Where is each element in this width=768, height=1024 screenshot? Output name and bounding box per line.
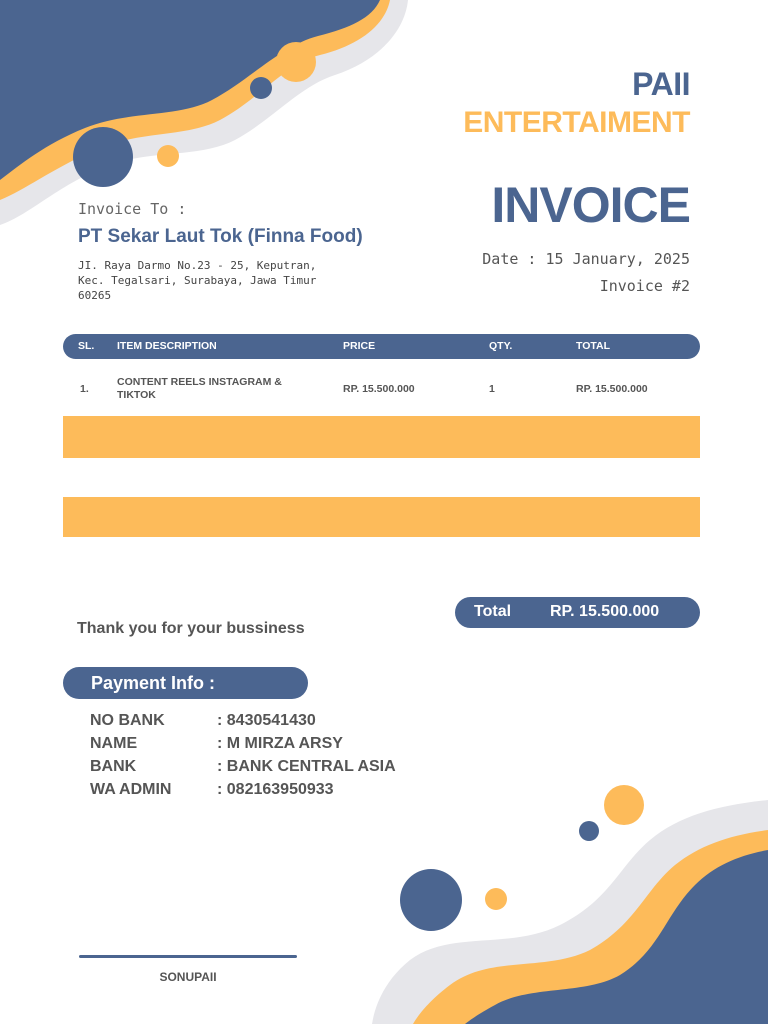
- table-row: [63, 370, 700, 410]
- payment-key: NO BANK: [90, 712, 165, 729]
- bottom-right-circle-large: [400, 869, 462, 931]
- cell-sl: 1.: [80, 383, 89, 395]
- payment-info-header: [63, 667, 308, 699]
- brand-subtitle: ENTERTAIMENT: [463, 106, 690, 139]
- payment-row: [90, 758, 396, 776]
- client-name: PT Sekar Laut Tok (Finna Food): [78, 226, 363, 247]
- cell-qty: 1: [489, 383, 495, 395]
- top-left-circle-orange: [276, 42, 316, 82]
- cell-price: RP. 15.500.000: [343, 383, 415, 395]
- table-row-empty: [63, 416, 700, 458]
- client-address-line: JI. Raya Darmo No.23 - 25, Keputran,: [78, 259, 317, 272]
- table-row-empty: [63, 497, 700, 537]
- bottom-right-circle-small-navy: [579, 821, 599, 841]
- total-label: Total: [474, 603, 512, 620]
- table-header: [63, 334, 700, 359]
- cell-total: RP. 15.500.000: [576, 383, 648, 395]
- cell-description-line: CONTENT REELS INSTAGRAM &: [117, 376, 282, 388]
- top-left-circle-small-navy: [250, 77, 272, 99]
- payment-row: [90, 781, 334, 799]
- column-header-price: PRICE: [343, 340, 376, 352]
- payment-value: : 082163950933: [217, 781, 334, 798]
- invoice-date: Date : 15 January, 2025: [482, 250, 690, 268]
- payment-value: : 8430541430: [217, 712, 316, 729]
- column-header-description: ITEM DESCRIPTION: [117, 340, 217, 352]
- signer-name: SONUPAII: [159, 970, 217, 984]
- column-header-qty: QTY.: [489, 340, 513, 352]
- payment-row: [90, 735, 343, 753]
- cell-description-line: TIKTOK: [117, 389, 156, 401]
- brand-name: PAII: [632, 66, 690, 102]
- bottom-right-circle-small-orange: [485, 888, 507, 910]
- payment-value: : M MIRZA ARSY: [217, 735, 343, 752]
- bottom-right-circle-orange: [604, 785, 644, 825]
- client-address: [78, 258, 378, 303]
- total-value: RP. 15.500.000: [550, 603, 660, 620]
- top-left-circle-small-orange: [157, 145, 179, 167]
- document-title: INVOICE: [491, 177, 690, 233]
- column-header-total: TOTAL: [576, 340, 611, 352]
- payment-value: : BANK CENTRAL ASIA: [217, 758, 396, 775]
- payment-info-title: Payment Info :: [91, 673, 216, 693]
- thank-you-note: Thank you for your bussiness: [77, 620, 305, 637]
- column-header-sl: SL.: [78, 340, 95, 352]
- payment-row: [90, 712, 316, 730]
- cell-description: [117, 376, 307, 402]
- invoice-to-label: Invoice To :: [78, 200, 187, 218]
- signature-line: [79, 955, 297, 958]
- invoice-number: Invoice #2: [599, 277, 690, 295]
- payment-key: WA ADMIN: [90, 781, 172, 798]
- payment-key: NAME: [90, 735, 138, 752]
- client-address-line: 60265: [78, 289, 112, 302]
- total-badge: [455, 597, 700, 628]
- payment-key: BANK: [90, 758, 137, 775]
- client-address-line: Kec. Tegalsari, Surabaya, Jawa Timur: [78, 274, 317, 287]
- top-left-circle-large: [73, 127, 133, 187]
